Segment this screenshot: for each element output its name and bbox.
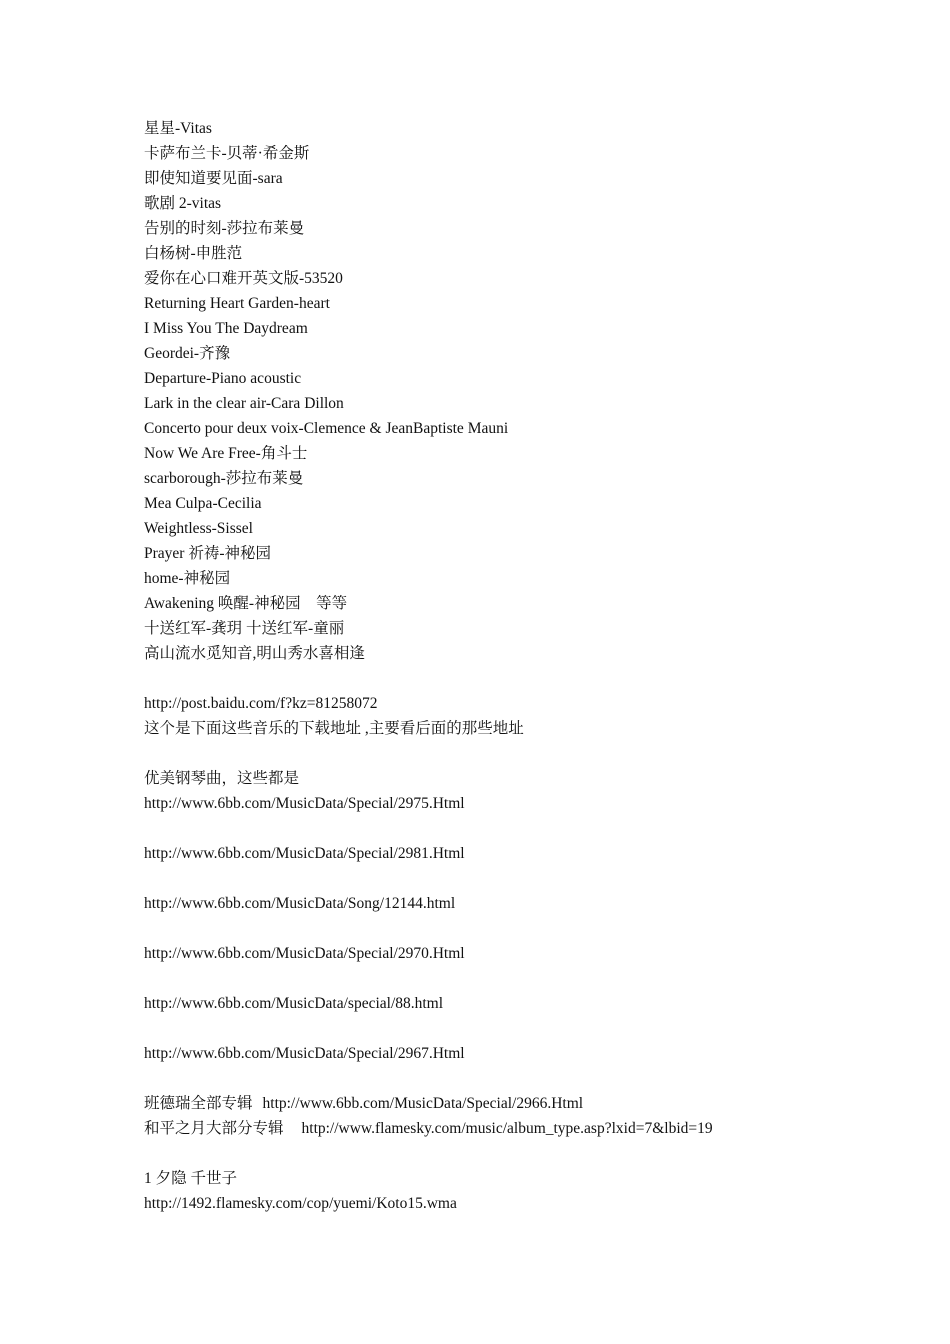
song-list-item: Awakening 唤醒-神秘园 等等 <box>144 595 348 612</box>
album-label: 和平之月大部分专辑 <box>144 1120 284 1137</box>
song-list-item: Concerto pour deux voix-Clemence & JeanBaptiste Mauni <box>144 420 509 437</box>
song-list-item: Prayer 祈祷-神秘园 <box>144 545 271 562</box>
song-list-item: 告别的时刻-莎拉布莱曼 <box>144 220 305 237</box>
paragraph-gap <box>144 1066 904 1091</box>
track-title: 1 夕隐 千世子 <box>144 1170 238 1187</box>
song-list-item: 歌剧 2-vitas <box>144 195 222 212</box>
song-list-item: Mea Culpa-Cecilia <box>144 495 262 512</box>
song-list-item: 星星-Vitas <box>144 120 212 137</box>
song-list <box>144 116 904 666</box>
song-list-item: 十送红军-龚玥 十送红军-童丽 <box>144 620 345 637</box>
baidu-link: http://post.baidu.com/f?kz=81258072 <box>144 695 378 712</box>
track-url: http://1492.flamesky.com/cop/yuemi/Koto15.wma <box>144 1195 457 1212</box>
paragraph-gap <box>144 816 904 841</box>
song-list-item: Weightless-Sissel <box>144 520 253 537</box>
baidu-note: 这个是下面这些音乐的下载地址 ,主要看后面的那些地址 <box>144 720 524 737</box>
paragraph-gap <box>144 1016 904 1041</box>
album-line <box>144 1091 904 1116</box>
piano-link: http://www.6bb.com/MusicData/special/88.html <box>144 995 444 1012</box>
document-body <box>144 116 904 1216</box>
paragraph-gap <box>144 741 904 766</box>
piano-link: http://www.6bb.com/MusicData/Song/12144.html <box>144 895 456 912</box>
song-list-item: 即使知道要见面-sara <box>144 170 283 187</box>
album-url: http://www.6bb.com/MusicData/Special/2966.Html <box>262 1095 584 1112</box>
piano-heading: 优美钢琴曲，这些都是 <box>144 770 300 787</box>
album-line <box>144 1116 904 1141</box>
paragraph-gap <box>144 966 904 991</box>
piano-link: http://www.6bb.com/MusicData/Special/2981.Html <box>144 845 465 862</box>
song-list-item: Lark in the clear air-Cara Dillon <box>144 395 344 412</box>
song-list-item: home-神秘园 <box>144 570 231 587</box>
album-url: http://www.flamesky.com/music/album_type.asp?lxid=7&lbid=19 <box>301 1120 713 1137</box>
piano-link: http://www.6bb.com/MusicData/Special/2967.Html <box>144 1045 465 1062</box>
paragraph-gap <box>144 1141 904 1166</box>
piano-link: http://www.6bb.com/MusicData/Special/2970.Html <box>144 945 465 962</box>
piano-link: http://www.6bb.com/MusicData/Special/2975.Html <box>144 795 465 812</box>
song-list-item: 卡萨布兰卡-贝蒂·希金斯 <box>144 145 310 162</box>
song-list-item: Now We Are Free-角斗士 <box>144 445 308 462</box>
song-list-item: I Miss You The Daydream <box>144 320 308 337</box>
paragraph-gap <box>144 866 904 891</box>
song-list-item: scarborough-莎拉布莱曼 <box>144 470 304 487</box>
song-list-item: Departure-Piano acoustic <box>144 370 302 387</box>
album-label: 班德瑞全部专辑 <box>144 1095 253 1112</box>
song-list-item: Geordei-齐豫 <box>144 345 231 362</box>
paragraph-gap <box>144 916 904 941</box>
song-list-item: 高山流水觅知音,明山秀水喜相逢 <box>144 645 365 662</box>
song-list-item: Returning Heart Garden-heart <box>144 295 330 312</box>
song-list-item: 爱你在心口难开英文版-53520 <box>144 270 343 287</box>
song-list-item: 白杨树-申胜范 <box>144 245 243 262</box>
paragraph-gap <box>144 666 904 691</box>
